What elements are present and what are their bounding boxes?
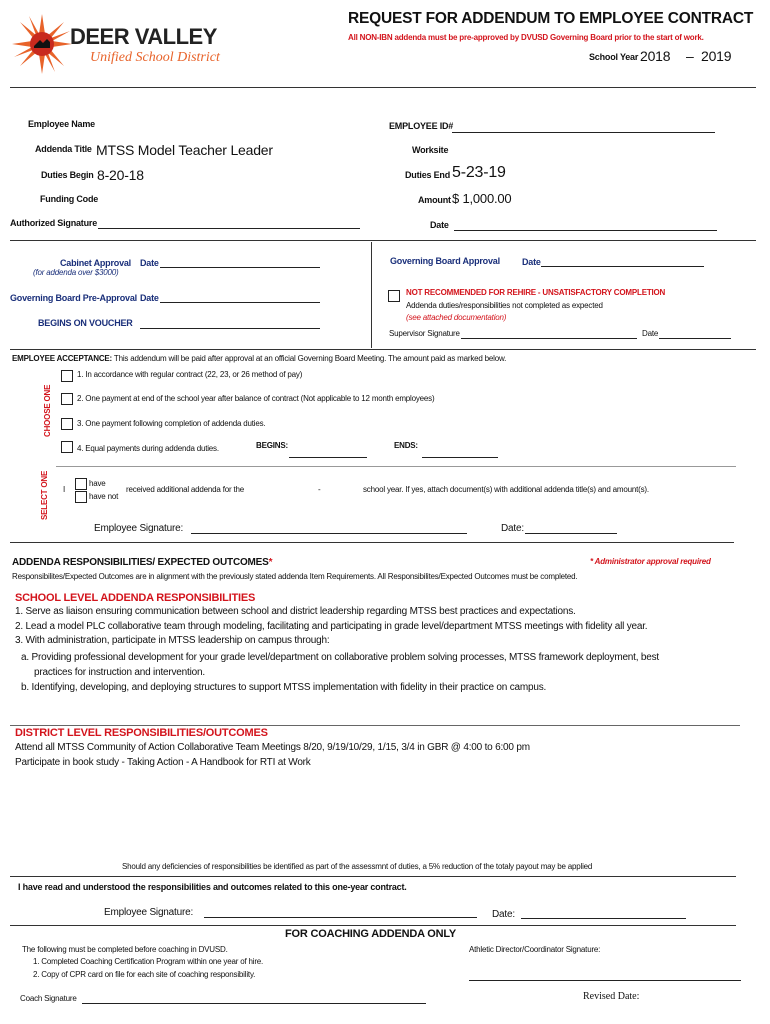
payment-option-1-checkbox[interactable] — [61, 370, 73, 382]
coaching-top-rule — [10, 925, 736, 926]
employee-id-field[interactable] — [452, 132, 715, 133]
acknowledgement-text: I have read and understood the responsibilities and outcomes related to this one-year contract. — [18, 882, 407, 892]
responsibilities-heading-text: ADDENDA RESPONSIBILITIES/ EXPECTED OUTCOMES — [12, 557, 269, 568]
school-year-text: school year. If yes, attach document(s) with additional addenda title(s) and amount(s). — [363, 485, 649, 494]
school-item-2: 2. Lead a model PLC collaborative team through modeling, facilitating and participating in grade level/department MTSS meetings with fidelity all year. — [15, 621, 648, 632]
acceptance-employee-signature-field[interactable] — [191, 533, 467, 534]
logo-name: DEER VALLEY — [70, 24, 217, 49]
logo-subtitle: Unified School District — [90, 50, 220, 65]
auth-date-field[interactable] — [454, 230, 717, 231]
school-item-3a: a. Providing professional development for your grade level/department on collaborative problem solving processes, MTSS framework deployment, best — [21, 652, 660, 663]
see-attached-note: (see attached documentation) — [406, 313, 507, 322]
governing-pre-date-field[interactable] — [160, 302, 320, 303]
ends-label: ENDS: — [394, 441, 418, 450]
not-completed-note: Addenda duties/responsibilities not completed as expected — [406, 301, 603, 310]
supervisor-signature-field[interactable] — [461, 338, 637, 339]
funding-code-label: Funding Code — [40, 194, 99, 204]
begins-field[interactable] — [289, 457, 367, 458]
coaching-heading: FOR COACHING ADDENDA ONLY — [285, 928, 457, 940]
authorized-signature-label: Authorized Signature — [10, 218, 98, 228]
deficiency-rule — [10, 876, 736, 877]
district-item-1: Attend all MTSS Community of Action Collaborative Team Meetings 8/20, 9/19/10/29, 1/15, 3/4 in GBR @ 4:00 to 6:00 pm — [15, 742, 530, 753]
cabinet-note: (for addenda over $3000) — [33, 268, 119, 277]
header-notice: All NON-IBN addenda must be pre-approved by DVUSD Governing Board prior to the start of work. — [348, 33, 704, 42]
governing-board-date-field[interactable] — [541, 266, 704, 267]
acceptance-bottom-rule — [10, 542, 734, 543]
payment-option-1: 1. In accordance with regular contract (22, 23, or 26 method of pay) — [77, 370, 303, 379]
school-item-1: 1. Serve as liaison ensuring communication between school and district leadership regarding MTSS best practices and expectations. — [15, 606, 576, 617]
school-year-separator: – — [686, 48, 694, 64]
payment-option-3-checkbox[interactable] — [61, 418, 73, 430]
amount-label: Amount — [418, 195, 451, 205]
addenda-title-value[interactable]: MTSS Model Teacher Leader — [96, 142, 273, 158]
header-rule — [10, 87, 756, 88]
school-year-end[interactable]: 2019 — [701, 48, 732, 64]
coach-signature-field[interactable] — [82, 1003, 426, 1004]
deficiency-note: Should any deficiencies of responsibilities be identified as part of the assessmnt of duties, a 5% reduction of the totaly payout may be applied — [122, 862, 593, 871]
approvals-top-rule — [10, 240, 756, 241]
select-one-label: SELECT ONE — [40, 470, 49, 520]
payment-option-2-checkbox[interactable] — [61, 393, 73, 405]
payment-option-4-checkbox[interactable] — [61, 441, 73, 453]
ends-field[interactable] — [422, 457, 498, 458]
payment-option-4: 4. Equal payments during addenda duties. — [77, 444, 219, 453]
athletic-director-signature-label: Athletic Director/Coordinator Signature: — [469, 945, 601, 954]
payment-option-2: 2. One payment at end of the school year after balance of contract (Not applicable to 12 month employees) — [77, 394, 435, 403]
athletic-director-signature-field[interactable] — [469, 980, 741, 981]
duties-end-value[interactable]: 5-23-19 — [452, 164, 506, 181]
begins-on-voucher-label: BEGINS ON VOUCHER — [38, 318, 133, 328]
year-dash: - — [318, 485, 321, 494]
duties-begin-label: Duties Begin — [41, 170, 94, 180]
addenda-title-label: Addenda Title — [35, 144, 92, 154]
sun-emblem-icon — [10, 12, 74, 76]
admin-approval-note: * Administrator approval required — [590, 557, 711, 566]
auth-date-label: Date — [430, 220, 449, 230]
acceptance-employee-signature-label: Employee Signature: — [94, 523, 184, 534]
begins-on-voucher-field[interactable] — [140, 328, 320, 329]
cabinet-date-label: Date — [140, 258, 159, 268]
school-item-3a-cont: practices for instruction and intervention. — [34, 667, 205, 678]
received-text: received additional addenda for the — [126, 485, 244, 494]
cabinet-date-field[interactable] — [160, 267, 320, 268]
employee-name-label: Employee Name — [28, 119, 95, 129]
choose-one-label: CHOOSE ONE — [43, 384, 52, 437]
acceptance-heading-label: EMPLOYEE ACCEPTANCE: — [12, 354, 113, 363]
supervisor-date-field[interactable] — [659, 338, 731, 339]
school-year-label: School Year — [589, 52, 639, 62]
district-level-heading: DISTRICT LEVEL RESPONSIBILITIES/OUTCOMES — [15, 727, 268, 739]
outcomes-employee-signature-label: Employee Signature: — [104, 907, 194, 918]
duties-end-label: Duties End — [405, 170, 451, 180]
have-not-checkbox[interactable] — [75, 491, 87, 503]
outcomes-employee-signature-field[interactable] — [204, 917, 477, 918]
coaching-item-1: 1. Completed Coaching Certification Program within one year of hire. — [33, 957, 264, 966]
outcomes-date-label: Date: — [492, 909, 515, 920]
employee-id-label: EMPLOYEE ID# — [389, 121, 454, 131]
begins-label: BEGINS: — [256, 441, 288, 450]
acceptance-heading-text: This addendum will be paid after approval at an official Governing Board Meeting. The amount paid as marked below. — [113, 354, 507, 363]
not-recommended-label: NOT RECOMMENDED FOR REHIRE - UNSATISFACTORY COMPLETION — [406, 288, 666, 297]
page-title: REQUEST FOR ADDENDUM TO EMPLOYEE CONTRACT — [348, 10, 754, 27]
governing-board-date-label: Date — [522, 257, 541, 267]
acceptance-heading — [12, 354, 506, 363]
responsibilities-intro: Responsibilites/Expected Outcomes are in alignment with the previously stated addenda Item Requirements. All Responsibilites/Expected Outcomes must be completed. — [12, 572, 578, 581]
district-logo — [10, 12, 220, 76]
coach-signature-label: Coach Signature — [20, 994, 77, 1003]
select-one-rule — [56, 466, 736, 467]
district-item-2: Participate in book study - Taking Action - A Handbook for RTI at Work — [15, 757, 311, 768]
worksite-label: Worksite — [412, 145, 449, 155]
approvals-divider — [371, 242, 372, 348]
governing-board-approval-label: Governing Board Approval — [390, 256, 500, 266]
duties-begin-value[interactable]: 8-20-18 — [97, 167, 144, 183]
responsibilities-heading — [12, 557, 272, 568]
acceptance-date-field[interactable] — [525, 533, 617, 534]
governing-pre-date-label: Date — [140, 293, 159, 303]
supervisor-signature-label: Supervisor Signature — [389, 329, 460, 338]
have-not-label: have not — [89, 492, 119, 501]
i-label: I — [63, 485, 66, 494]
school-level-heading: SCHOOL LEVEL ADDENDA RESPONSIBILITIES — [15, 592, 256, 604]
coaching-intro: The following must be completed before coaching in DVUSD. — [22, 945, 228, 954]
district-rule — [10, 725, 740, 726]
responsibilities-asterisk: * — [268, 557, 273, 568]
acceptance-date-label: Date: — [501, 523, 524, 534]
school-item-3: 3. With administration, participate in MTSS leadership on campus through: — [15, 635, 330, 646]
governing-pre-approval-label: Governing Board Pre-Approval — [10, 293, 137, 303]
authorized-signature-field[interactable] — [98, 228, 360, 229]
amount-value[interactable]: $ 1,000.00 — [452, 191, 512, 206]
coaching-item-2: 2. Copy of CPR card on file for each site of coaching responsibility. — [33, 970, 256, 979]
revised-date-label: Revised Date: — [583, 991, 640, 1002]
payment-option-3: 3. One payment following completion of addenda duties. — [77, 419, 266, 428]
school-year-start[interactable]: 2018 — [640, 48, 671, 64]
supervisor-date-label: Date — [642, 329, 659, 338]
cabinet-approval-label: Cabinet Approval — [60, 258, 131, 268]
school-item-3b: b. Identifying, developing, and deploying structures to support MTSS implementation with fidelity in their practice on campus. — [21, 682, 547, 693]
have-checkbox[interactable] — [75, 478, 87, 490]
have-label: have — [89, 479, 106, 488]
acceptance-top-rule — [10, 349, 756, 350]
not-recommended-checkbox[interactable] — [388, 290, 400, 302]
outcomes-date-field[interactable] — [521, 918, 686, 919]
